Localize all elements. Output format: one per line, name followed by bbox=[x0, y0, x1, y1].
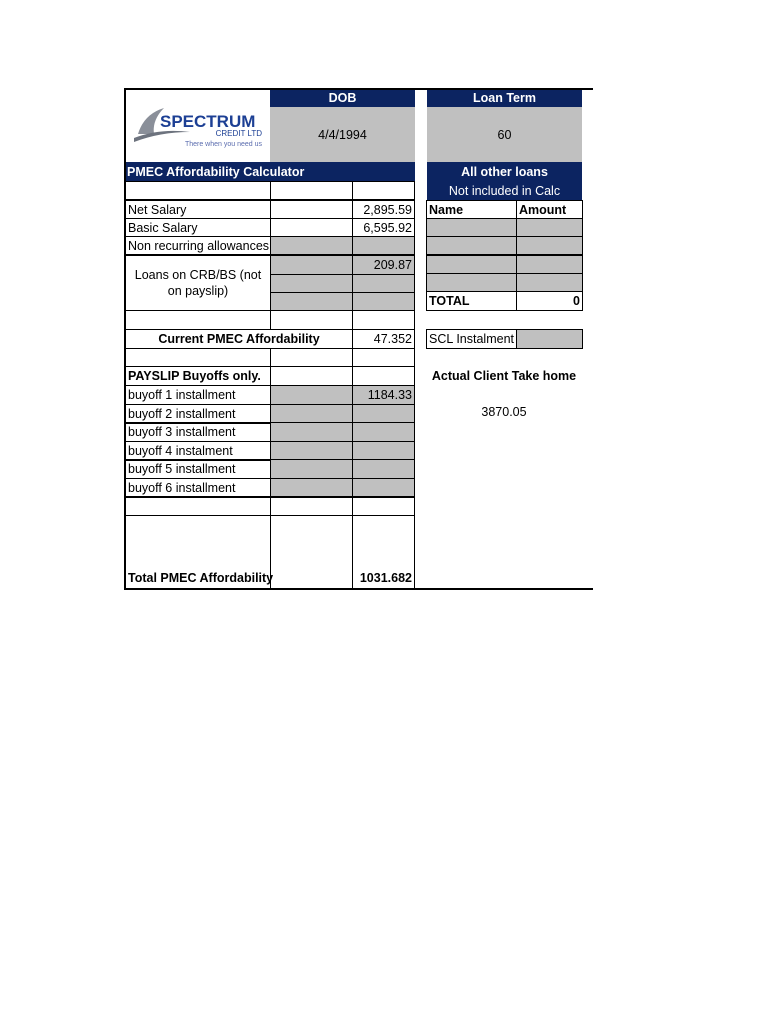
blank-cell[interactable] bbox=[352, 181, 415, 200]
gray-input-cell[interactable] bbox=[270, 274, 353, 293]
buyoff-label: buyoff 4 instalment bbox=[125, 441, 271, 461]
other-loan-name-input[interactable] bbox=[426, 255, 517, 274]
other-loans-total-value[interactable]: 0 bbox=[516, 291, 583, 311]
gray-input-cell[interactable] bbox=[352, 292, 415, 311]
gray-input-cell[interactable] bbox=[270, 385, 353, 405]
total-affordability-label: Total PMEC Affordability bbox=[125, 515, 271, 589]
buyoff-label: buyoff 2 installment bbox=[125, 404, 271, 424]
gray-input-cell[interactable] bbox=[270, 459, 353, 479]
logo-name: SPECTRUM bbox=[160, 112, 256, 131]
other-loans-name-header: Name bbox=[426, 200, 517, 219]
other-loan-amount-input[interactable] bbox=[516, 255, 583, 274]
other-loan-name-input[interactable] bbox=[426, 218, 517, 237]
basic-salary-label: Basic Salary bbox=[125, 218, 271, 237]
buyoff-value[interactable] bbox=[352, 478, 415, 498]
net-salary-value[interactable]: 2,895.59 bbox=[352, 200, 415, 219]
blank-cell[interactable] bbox=[352, 496, 415, 516]
scl-instalment-label: SCL Instalment bbox=[426, 329, 517, 349]
other-loan-amount-input[interactable] bbox=[516, 273, 583, 292]
other-loan-amount-input[interactable] bbox=[516, 218, 583, 237]
payslip-buyoffs-label: PAYSLIP Buyoffs only. bbox=[125, 366, 271, 386]
gray-input-cell[interactable] bbox=[270, 478, 353, 498]
loan-term-value[interactable]: 60 bbox=[427, 107, 582, 162]
buyoff-value[interactable] bbox=[352, 441, 415, 461]
other-loans-amount-header: Amount bbox=[516, 200, 583, 219]
gray-input-cell[interactable] bbox=[352, 236, 415, 255]
blank-cell[interactable] bbox=[352, 310, 415, 330]
buyoff-label: buyoff 1 installment bbox=[125, 385, 271, 405]
gray-input-cell[interactable] bbox=[270, 404, 353, 424]
other-loans-subtitle: Not included in Calc bbox=[427, 181, 582, 200]
current-affordability-label: Current PMEC Affordability bbox=[125, 329, 353, 349]
buyoff-value[interactable] bbox=[352, 459, 415, 479]
blank-cell[interactable] bbox=[270, 218, 353, 237]
buyoff-label: buyoff 3 installment bbox=[125, 422, 271, 442]
loans-crb-label: Loans on CRB/BS (not on payslip) bbox=[125, 255, 271, 311]
frame-bottom-line bbox=[124, 588, 593, 590]
current-affordability-value[interactable]: 47.352 bbox=[352, 329, 415, 349]
gray-input-cell[interactable] bbox=[270, 292, 353, 311]
take-home-label: Actual Client Take home bbox=[431, 369, 577, 383]
frame-top-line bbox=[124, 88, 593, 90]
blank-cell[interactable] bbox=[352, 348, 415, 367]
other-loan-amount-input[interactable] bbox=[516, 236, 583, 255]
buyoff-value[interactable]: 1184.33 bbox=[352, 385, 415, 405]
non-recurring-label: Non recurring allowances bbox=[125, 236, 271, 255]
loans-crb-value[interactable]: 209.87 bbox=[352, 255, 415, 275]
gray-input-cell[interactable] bbox=[270, 236, 353, 255]
calculator-title-fill bbox=[352, 162, 415, 181]
logo-tagline: There when you need us bbox=[184, 141, 262, 148]
gray-input-cell[interactable] bbox=[270, 422, 353, 442]
buyoff-label: buyoff 5 installment bbox=[125, 459, 271, 479]
gray-input-cell[interactable] bbox=[270, 255, 353, 275]
blank-cell[interactable] bbox=[125, 348, 271, 367]
blank-cell[interactable] bbox=[270, 366, 353, 386]
other-loan-name-input[interactable] bbox=[426, 273, 517, 292]
column-divider-line bbox=[414, 236, 415, 588]
logo-sub: CREDIT LTD bbox=[215, 129, 262, 138]
buyoff-value[interactable] bbox=[352, 422, 415, 442]
gray-input-cell[interactable] bbox=[352, 274, 415, 293]
dob-header: DOB bbox=[270, 89, 415, 107]
spectrum-logo bbox=[130, 102, 266, 152]
blank-cell[interactable] bbox=[270, 200, 353, 219]
blank-cell[interactable] bbox=[270, 496, 353, 516]
gray-input-cell[interactable] bbox=[270, 441, 353, 461]
other-loans-title: All other loans bbox=[427, 162, 582, 181]
blank-cell[interactable] bbox=[270, 310, 353, 330]
basic-salary-value[interactable]: 6,595.92 bbox=[352, 218, 415, 237]
blank-cell[interactable] bbox=[125, 496, 271, 516]
loan-term-header: Loan Term bbox=[427, 89, 582, 107]
blank-cell[interactable] bbox=[270, 515, 353, 589]
blank-cell[interactable] bbox=[270, 348, 353, 367]
frame-left-line bbox=[124, 88, 126, 590]
buyoff-label: buyoff 6 installment bbox=[125, 478, 271, 498]
other-loan-name-input[interactable] bbox=[426, 236, 517, 255]
blank-cell[interactable] bbox=[270, 181, 353, 200]
other-loans-total-label: TOTAL bbox=[426, 291, 517, 311]
blank-cell[interactable] bbox=[352, 366, 415, 386]
blank-cell[interactable] bbox=[125, 181, 271, 200]
calculator-title: PMEC Affordability Calculator bbox=[125, 162, 352, 181]
total-affordability-value[interactable]: 1031.682 bbox=[352, 515, 415, 589]
net-salary-label: Net Salary bbox=[125, 200, 271, 219]
buyoff-value[interactable] bbox=[352, 404, 415, 424]
blank-cell[interactable] bbox=[125, 310, 271, 330]
scl-instalment-input[interactable] bbox=[516, 329, 583, 349]
dob-value[interactable]: 4/4/1994 bbox=[270, 107, 415, 162]
take-home-value[interactable]: 3870.05 bbox=[481, 405, 527, 419]
